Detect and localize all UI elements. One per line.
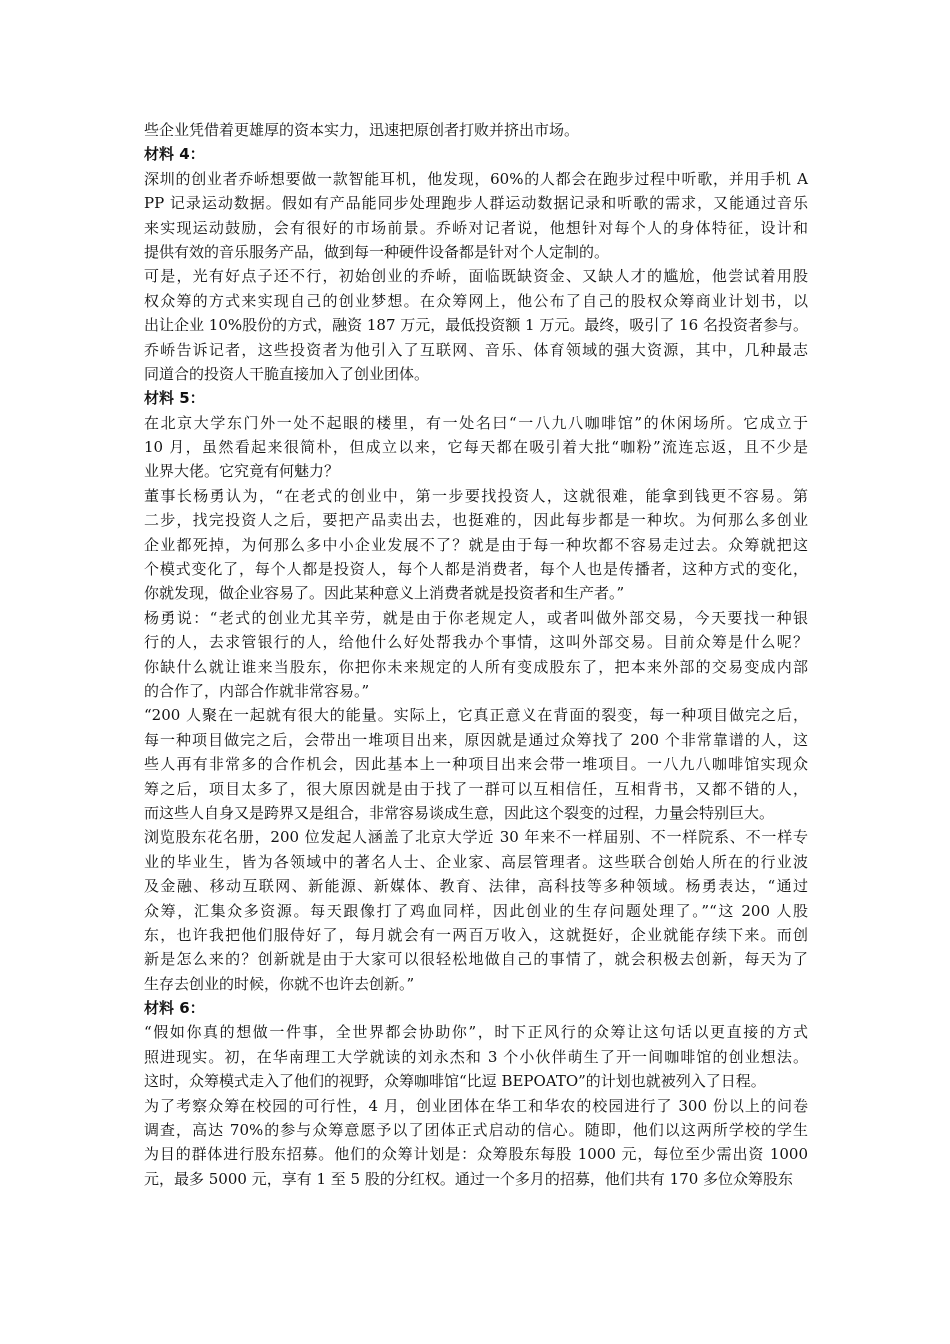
paragraph bbox=[144, 167, 808, 265]
paragraph bbox=[144, 411, 808, 484]
text-line: 同道合的投资人干脆直接加入了创业团体。 bbox=[144, 364, 430, 383]
text-line: 每一种项目做完之后，会带出一堆项目出来，原因就是通过众筹找了 200 个非常靠谱的人，这 bbox=[144, 730, 808, 749]
text-line: 的合作了，内部合作就非常容易。” bbox=[144, 681, 370, 700]
material-heading: 材料 4： bbox=[144, 145, 205, 164]
text-line: 浏览股东花名册，200 位发起人涵盖了北京大学近 30 年来不一样届别、不一样院系、不一样专 bbox=[144, 828, 808, 847]
text-line: 而这些人自身又是跨界又是组合，非常容易谈成生意，因此这个裂变的过程，力量会特别巨大。 bbox=[144, 803, 775, 822]
paragraph bbox=[144, 1020, 808, 1093]
text-line: PP 记录运动数据。假如有产品能同步处理跑步人群运动数据记录和听歌的需求，又能通过音乐 bbox=[144, 194, 808, 213]
paragraph bbox=[144, 484, 808, 606]
text-line: 在北京大学东门外一处不起眼的楼里，有一处名曰“一八九八咖啡馆”的休闲场所。它成立于 bbox=[144, 413, 808, 432]
text-line: 提供有效的音乐服务产品，做到每一种硬件设备都是针对个人定制的。 bbox=[144, 242, 610, 261]
text-line: 生存去创业的时候，你就不也许去创新。” bbox=[144, 974, 415, 993]
text-line: 行的人，去求管银行的人，给他什么好处帮我办个事情，这叫外部交易。目前众筹是什么呢？ bbox=[144, 633, 808, 652]
text-line: 来实现运动鼓励，会有很好的市场前景。乔峤对记者说，他想针对每个人的身体特征，设计和 bbox=[144, 218, 808, 237]
text-line: 及金融、移动互联网、新能源、新媒体、教育、法律，高科技等多种领域。杨勇表达，“通过 bbox=[144, 877, 808, 896]
text-line: 可是，光有好点子还不行，初始创业的乔峤，面临既缺资金、又缺人才的尴尬，他尝试着用股 bbox=[144, 267, 808, 286]
text-line: 新是怎么来的？创新就是由于大家可以很轻松地做自己的事情了，就会积极去创新，每天为了 bbox=[144, 950, 808, 969]
text-line: 权众筹的方式来实现自己的创业梦想。在众筹网上，他公布了自己的股权众筹商业计划书，以 bbox=[144, 291, 808, 310]
text-line: 董事长杨勇认为，“在老式的创业中，第一步要找投资人，这就很难，能拿到钱更不容易。第 bbox=[144, 486, 808, 505]
text-line: 你缺什么就让谁来当股东，你把你未来规定的人所有变成股东了，把本来外部的交易变成内部 bbox=[144, 657, 808, 676]
text-line: “假如你真的想做一件事，全世界都会协助你”，时下正风行的众筹让这句话以更直接的方式 bbox=[144, 1023, 808, 1042]
text-line: 些企业凭借着更雄厚的资本实力，迅速把原创者打败并挤出市场。 bbox=[144, 121, 580, 139]
paragraph bbox=[144, 606, 808, 704]
paragraph bbox=[144, 825, 808, 996]
paragraph bbox=[144, 264, 808, 386]
text-line: 10 月，虽然看起来很简朴，但成立以来，它每天都在吸引着大批“咖粉”流连忘返，且不少是 bbox=[144, 438, 808, 457]
document-page bbox=[144, 118, 808, 1191]
text-line: 个模式变化了，每个人都是投资人，每个人都是消费者，每个人也是传播者，这种方式的变化， bbox=[144, 560, 808, 579]
text-line: 乔峤告诉记者，这些投资者为他引入了互联网、音乐、体育领域的强大资源，其中，几种最志 bbox=[144, 340, 808, 359]
text-line: 业的毕业生，皆为各领域中的著名人士、企业家、高层管理者。这些联合创始人所在的行业波 bbox=[144, 852, 808, 871]
material-heading: 材料 5： bbox=[144, 389, 205, 408]
paragraph bbox=[144, 118, 808, 142]
text-line: “200 人聚在一起就有很大的能量。实际上，它真正意义在背面的裂变，每一种项目做完之后， bbox=[144, 706, 808, 725]
text-line: 众筹，汇集众多资源。每天跟像打了鸡血同样，因此创业的生存问题处理了。”“这 200 人股 bbox=[144, 901, 808, 920]
material-heading: 材料 6： bbox=[144, 999, 205, 1018]
text-line: 照进现实。初，在华南理工大学就读的刘永杰和 3 个小伙伴萌生了开一间咖啡馆的创业想法。 bbox=[144, 1047, 808, 1066]
text-line: 些人再有非常多的合作机会，因此基本上一种项目出来会带一堆项目。一八九八咖啡馆实现众 bbox=[144, 755, 808, 774]
text-line: 企业都死掉，为何那么多中小企业发展不了？就是由于每一种坎都不容易走过去。众筹就把这 bbox=[144, 535, 808, 554]
text-line: 元，最多 5000 元，享有 1 至 5 股的分红权。通过一个多月的招募，他们共有 170 多位众筹股东 bbox=[144, 1169, 794, 1188]
text-line: 调查，高达 70%的参与众筹意愿予以了团体正式启动的信心。随即，他们以这两所学校的学生 bbox=[144, 1121, 808, 1140]
text-line: 筹之后，项目太多了，很大原因就是由于找了一群可以互相信任，互相背书，又都不错的人， bbox=[144, 779, 808, 798]
text-line: 东，也许我把他们服侍好了，每月就会有一两百万收入，这就挺好，企业就能存续下来。而创 bbox=[144, 925, 808, 944]
paragraph bbox=[144, 1094, 808, 1192]
text-line: 二步，找完投资人之后，要把产品卖出去，也挺难的，因此每步都是一种坎。为何那么多创业 bbox=[144, 511, 808, 530]
paragraph bbox=[144, 703, 808, 825]
text-line: 为了考察众筹在校园的可行性，4 月，创业团体在华工和华农的校园进行了 300 份以上的问卷 bbox=[144, 1096, 808, 1115]
text-line: 深圳的创业者乔峤想要做一款智能耳机，他发现，60%的人都会在跑步过程中听歌，并用手机 A bbox=[144, 169, 808, 188]
text-line: 出让企业 10%股份的方式，融资 187 万元，最低投资额 1 万元。最终，吸引了 16 名投资者参与。 bbox=[144, 316, 808, 335]
text-line: 这时，众筹模式走入了他们的视野，众筹咖啡馆“比逗 BEPOATO”的计划也就被列入了日程。 bbox=[144, 1072, 766, 1091]
text-line: 你就发现，做企业容易了。因此某种意义上消费者就是投资者和生产者。” bbox=[144, 584, 625, 603]
text-line: 为目的群体进行股东招募。他们的众筹计划是：众筹股东每股 1000 元，每位至少需出资 1000 bbox=[144, 1145, 808, 1164]
text-line: 业界大佬。它究竟有何魅力？ bbox=[144, 462, 340, 481]
text-line: 杨勇说：“老式的创业尤其辛劳，就是由于你老规定人，或者叫做外部交易，今天要找一种银 bbox=[144, 608, 808, 627]
